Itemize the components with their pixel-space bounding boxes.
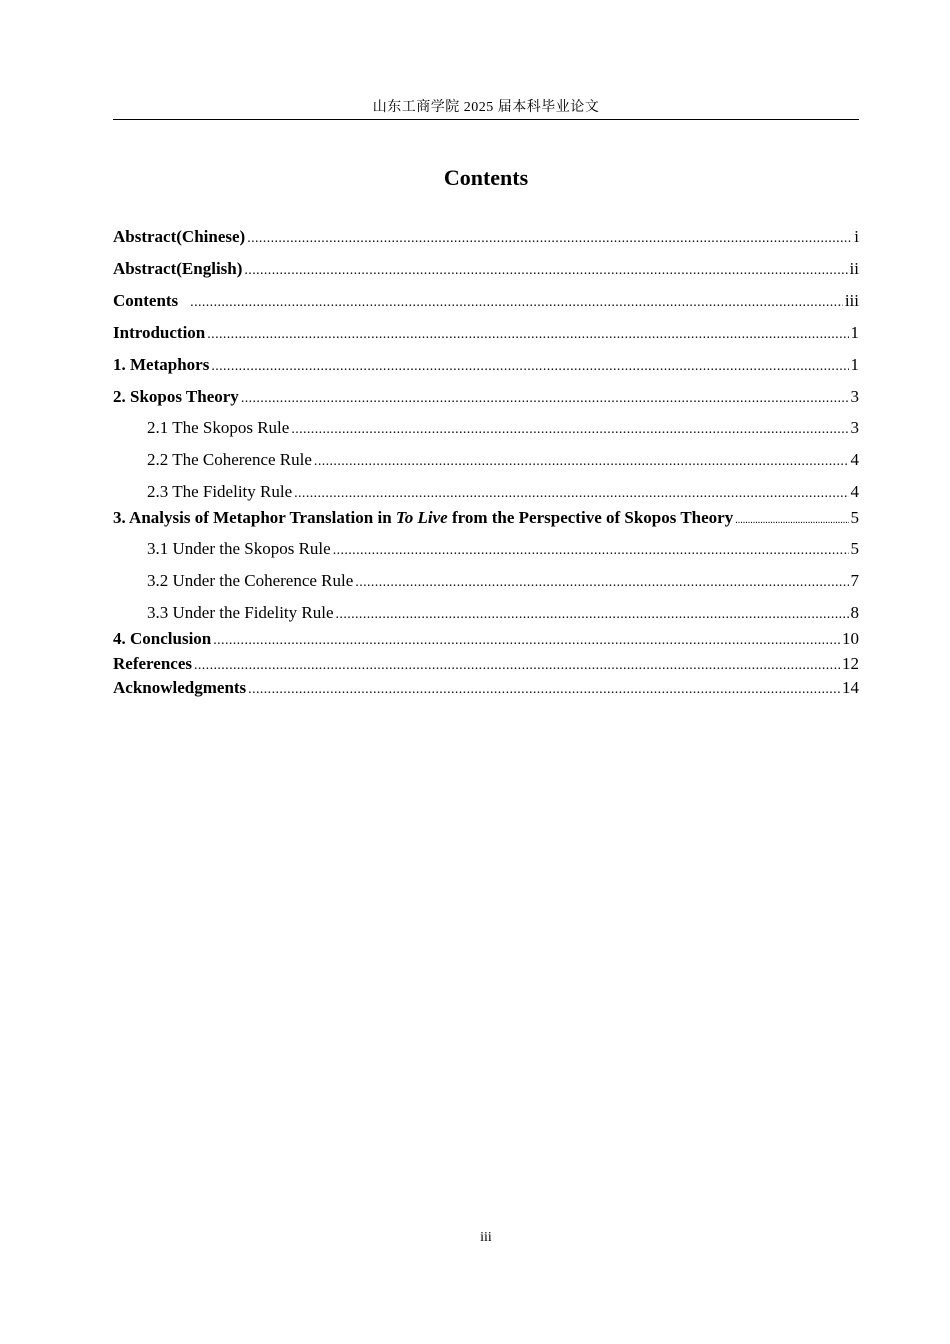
dot-leader <box>248 679 840 701</box>
toc-page-number: iii <box>844 291 859 310</box>
dot-leader <box>244 260 847 282</box>
toc-entry-abstract-english[interactable] <box>113 258 859 282</box>
toc-page-number: 8 <box>850 603 859 622</box>
page-number: iii <box>480 1230 492 1245</box>
toc-page-number: ii <box>849 259 859 278</box>
dot-leader <box>207 324 848 346</box>
toc-entry-under-skopos-rule[interactable] <box>113 538 859 562</box>
toc-entry-label-part: from the Perspective of Skopos Theory <box>447 508 734 527</box>
dot-leader <box>336 604 849 626</box>
toc-page-number: 4 <box>850 450 859 469</box>
toc-page-number: 14 <box>842 678 859 697</box>
dot-leader <box>333 540 849 562</box>
toc-page-number: 5 <box>850 539 859 558</box>
dot-leader <box>314 451 849 473</box>
toc-page-number: 12 <box>842 654 859 673</box>
toc-entry-label: 2.3 The Fidelity Rule <box>147 482 293 501</box>
toc-page-number: 10 <box>842 629 859 648</box>
toc-entry-label: Abstract(Chinese) <box>113 227 246 246</box>
dot-leader <box>294 483 848 505</box>
toc-entry-label <box>113 507 733 529</box>
toc-entry-label: 3.3 Under the Fidelity Rule <box>147 603 334 622</box>
toc-entry-metaphors[interactable] <box>113 354 859 378</box>
toc-entry-contents[interactable] <box>113 290 859 314</box>
dot-leader <box>190 292 843 314</box>
toc-page-number: 1 <box>850 323 859 342</box>
toc-entry-abstract-chinese[interactable] <box>113 226 859 250</box>
toc-entry-label: 2.1 The Skopos Rule <box>147 418 290 437</box>
toc-entry-label: Contents <box>113 291 179 310</box>
toc-entry-references[interactable] <box>113 653 859 677</box>
toc-page-number: 1 <box>850 355 859 374</box>
running-header: 山东工商学院 2025 届本科毕业论文 <box>372 100 600 115</box>
header-rule <box>113 119 859 120</box>
toc-entry-skopos-rule[interactable] <box>113 417 859 441</box>
toc-page-number: 5 <box>850 508 859 527</box>
toc-page-number: 3 <box>850 418 859 437</box>
toc-entry-analysis[interactable] <box>113 507 859 532</box>
toc-entry-coherence-rule[interactable] <box>113 449 859 473</box>
toc-entry-under-coherence-rule[interactable] <box>113 570 859 594</box>
dot-leader <box>241 388 849 410</box>
toc-page-number: i <box>854 227 859 246</box>
dot-leader <box>291 419 848 441</box>
dot-leader <box>355 572 848 594</box>
toc-entry-introduction[interactable] <box>113 322 859 346</box>
toc-page-number: 4 <box>850 482 859 501</box>
toc-entry-fidelity-rule[interactable] <box>113 481 859 505</box>
dot-leader <box>735 510 848 532</box>
toc-entry-label: 3.2 Under the Coherence Rule <box>147 571 354 590</box>
toc-entry-label: 1. Metaphors <box>113 355 210 374</box>
toc-entry-label: 2.2 The Coherence Rule <box>147 450 312 469</box>
toc-entry-label: 2. Skopos Theory <box>113 387 239 406</box>
toc-entry-conclusion[interactable] <box>113 628 859 652</box>
dot-leader <box>247 228 852 250</box>
toc-entry-label: References <box>113 654 192 673</box>
toc-entry-label: Introduction <box>113 323 206 342</box>
toc-entry-label-part: 3. Analysis of Metaphor Translation in <box>113 508 396 527</box>
toc-entry-label: Acknowledgments <box>113 678 247 697</box>
book-title: To Live <box>395 508 448 527</box>
toc-page-number: 3 <box>850 387 859 406</box>
toc-entry-skopos-theory[interactable] <box>113 386 859 410</box>
dot-leader <box>194 655 840 677</box>
dot-leader <box>211 356 848 378</box>
toc-entry-label: 4. Conclusion <box>113 629 212 648</box>
toc-title: Contents <box>443 165 529 190</box>
dot-leader <box>213 630 840 652</box>
toc-entry-acknowledgments[interactable] <box>113 677 859 701</box>
toc-entry-under-fidelity-rule[interactable] <box>113 602 859 626</box>
toc-page-number: 7 <box>850 571 859 590</box>
toc-entry-label: Abstract(English) <box>113 259 243 278</box>
toc-entry-label: 3.1 Under the Skopos Rule <box>147 539 331 558</box>
